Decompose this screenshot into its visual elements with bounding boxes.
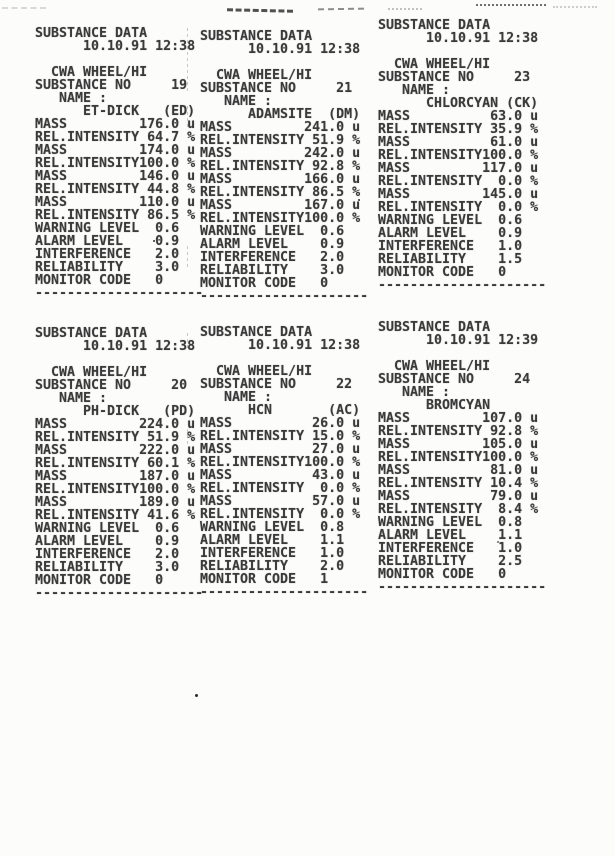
torn-edge-mark [2,7,46,9]
printout-line: REL.INTENSITY 10.4 % [378,476,539,491]
printout-line: REL.INTENSITY 8.4 % [378,502,539,517]
printout-line: SUBSTANCE NO 19 [35,78,188,93]
printout-line: ALARM LEVEL 1.1 [200,533,345,548]
printout-line: WARNING LEVEL 0.6 [35,221,180,236]
printout-line: MASS 176.0 u [35,117,196,132]
printout-line: 10.10.91 12:38 [378,31,539,46]
printout-line: 10.10.91 12:39 [378,333,539,348]
printout-line: CWA WHEEL/HI [378,359,491,374]
substance-printout-24 [378,321,546,594]
printout-line: MASS 167.0 u [200,198,361,213]
printout-line: MASS 189.0 u [35,495,196,510]
printout-line: REL.INTENSITY 51.9 % [35,430,196,445]
printout-line: MASS 166.0 u [200,172,361,187]
printout-line: WARNING LEVEL 0.8 [200,520,345,535]
printout-line: INTERFERENCE 1.0 [200,546,345,561]
printout-line: REL.INTENSITY100.0 % [35,156,196,171]
printout-line: REL.INTENSITY 86.5 % [35,208,196,223]
printout-line: MONITOR CODE 0 [378,265,507,280]
printout-line: MONITOR CODE 0 [200,276,329,291]
printout-line: --------------------- [378,580,547,595]
printout-line: MASS 146.0 u [35,169,196,184]
printout-line: --------------------- [35,586,204,601]
printout-line: SUBSTANCE DATA [378,320,491,335]
printout-line: ALARM LEVEL 0.9 [35,234,180,249]
printout-line: SUBSTANCE DATA [200,325,313,340]
printout-line: 10.10.91 12:38 [200,42,361,57]
printout-line: REL.INTENSITY 64.7 % [35,130,196,145]
printout-line: HCN (AC) [200,403,361,418]
printout-line: ALARM LEVEL 0.9 [35,534,180,549]
torn-edge-mark [476,4,546,6]
printout-line: INTERFERENCE 1.0 [378,541,523,556]
printout-line: NAME : [35,91,108,106]
printout-line: ALARM LEVEL 0.9 [378,226,523,241]
printout-line: 10.10.91 12:38 [35,39,196,54]
printout-line: REL.INTENSITY100.0 % [200,211,361,226]
printout-line: MASS 107.0 u [378,411,539,426]
printout-line: REL.INTENSITY 0.0 % [200,507,361,522]
printout-line: RELIABILITY 3.0 [35,260,180,275]
printout-line: MONITOR CODE 1 [200,572,329,587]
substance-printout-21 [200,30,368,303]
printout-line: --------------------- [200,289,369,304]
printout-line: WARNING LEVEL 0.8 [378,515,523,530]
printout-line: ADAMSITE (DM) [200,107,361,122]
printout-line: MASS 79.0 u [378,489,539,504]
printout-line: REL.INTENSITY 60.1 % [35,456,196,471]
printout-line: RELIABILITY 3.0 [35,560,180,575]
printout-line: INTERFERENCE 2.0 [35,247,180,262]
printout-line: MONITOR CODE 0 [35,273,164,288]
printout-line: MASS 222.0 u [35,443,196,458]
printout-line: MASS 110.0 u [35,195,196,210]
printout-line: ALARM LEVEL 1.1 [378,528,523,543]
printout-line: REL.INTENSITY 15.0 % [200,429,361,444]
printout-line: REL.INTENSITY 0.0 % [200,481,361,496]
printout-line: REL.INTENSITY 0.0 % [378,174,539,189]
printout-line: RELIABILITY 1.5 [378,252,523,267]
printout-line: --------------------- [378,278,547,293]
printout-line: BROMCYAN [378,398,491,413]
printout-line: NAME : [35,391,108,406]
substance-printout-23 [378,19,546,292]
printout-line: MASS 174.0 u [35,143,196,158]
printout-line: WARNING LEVEL 0.6 [35,521,180,536]
printout-line: INTERFERENCE 2.0 [35,547,180,562]
printout-line: MASS 224.0 u [35,417,196,432]
printout-line: REL.INTENSITY100.0 % [378,148,539,163]
printout-line: RELIABILITY 2.5 [378,554,523,569]
printout-line: MASS 63.0 u [378,109,539,124]
printout-line: WARNING LEVEL 0.6 [200,224,345,239]
printout-line: REL.INTENSITY 92.8 % [378,424,539,439]
printout-line: INTERFERENCE 2.0 [200,250,345,265]
printout-line: SUBSTANCE NO 23 [378,70,531,85]
printout-line: MASS 117.0 u [378,161,539,176]
printout-line: SUBSTANCE DATA [35,326,148,341]
printout-line: MASS 27.0 u [200,442,361,457]
printout-line: NAME : [378,83,451,98]
printout-line: SUBSTANCE NO 21 [200,81,353,96]
printout-line: 10.10.91 12:38 [35,339,196,354]
substance-printout-20 [35,327,203,600]
printout-line: MASS 43.0 u [200,468,361,483]
printout-line: SUBSTANCE NO 22 [200,377,353,392]
printout-line: CWA WHEEL/HI [35,365,148,380]
printout-line: MASS 145.0 u [378,187,539,202]
printout-line: MONITOR CODE 0 [378,567,507,582]
printout-line: PH-DICK (PD) [35,404,196,419]
printout-line: NAME : [378,385,451,400]
printout-line: CWA WHEEL/HI [35,65,148,80]
printout-line: ET-DICK (ED) [35,104,196,119]
printout-line: CWA WHEEL/HI [200,68,313,83]
printout-line: REL.INTENSITY 41.6 % [35,508,196,523]
printout-line: REL.INTENSITY 44.8 % [35,182,196,197]
torn-edge-mark [388,8,422,10]
printout-line: MASS 242.0 u [200,146,361,161]
printout-line: REL.INTENSITY100.0 % [200,455,361,470]
printout-line: SUBSTANCE DATA [378,18,491,33]
printout-line: MASS 61.0 u [378,135,539,150]
printout-line: REL.INTENSITY100.0 % [378,450,539,465]
substance-printout-22 [200,326,368,599]
printout-line: CWA WHEEL/HI [378,57,491,72]
printout-line: MASS 26.0 u [200,416,361,431]
printout-line: NAME : [200,390,273,405]
printout-line: SUBSTANCE DATA [35,26,148,41]
printout-line: REL.INTENSITY 51.9 % [200,133,361,148]
printout-line: --------------------- [35,286,204,301]
printout-line: ALARM LEVEL 0.9 [200,237,345,252]
torn-edge-mark [553,6,597,8]
printout-line: SUBSTANCE DATA [200,29,313,44]
printout-line: REL.INTENSITY100.0 % [35,482,196,497]
printout-line: MASS 241.0 u [200,120,361,135]
ink-speck [195,694,198,697]
printout-line: REL.INTENSITY 86.5 % [200,185,361,200]
printout-line: NAME : [200,94,273,109]
printout-line: RELIABILITY 2.0 [200,559,345,574]
substance-printout-19 [35,27,203,300]
printout-line: MONITOR CODE 0 [35,573,164,588]
torn-edge-mark [318,8,364,11]
printout-line: CHLORCYAN (CK) [378,96,539,111]
printout-line: CWA WHEEL/HI [200,364,313,379]
printout-line: MASS 57.0 u [200,494,361,509]
printout-line: REL.INTENSITY 35.9 % [378,122,539,137]
printout-line: REL.INTENSITY 92.8 % [200,159,361,174]
printout-line: MASS 105.0 u [378,437,539,452]
printout-line: --------------------- [200,585,369,600]
printout-line: SUBSTANCE NO 20 [35,378,188,393]
printout-line: INTERFERENCE 1.0 [378,239,523,254]
torn-edge-mark [227,8,293,12]
printout-line: 10.10.91 12:38 [200,338,361,353]
printout-line: MASS 187.0 u [35,469,196,484]
printout-line: REL.INTENSITY 0.0 % [378,200,539,215]
printout-line: MASS 81.0 u [378,463,539,478]
printout-line: SUBSTANCE NO 24 [378,372,531,387]
printout-line: RELIABILITY 3.0 [200,263,345,278]
printout-line: WARNING LEVEL 0.6 [378,213,523,228]
